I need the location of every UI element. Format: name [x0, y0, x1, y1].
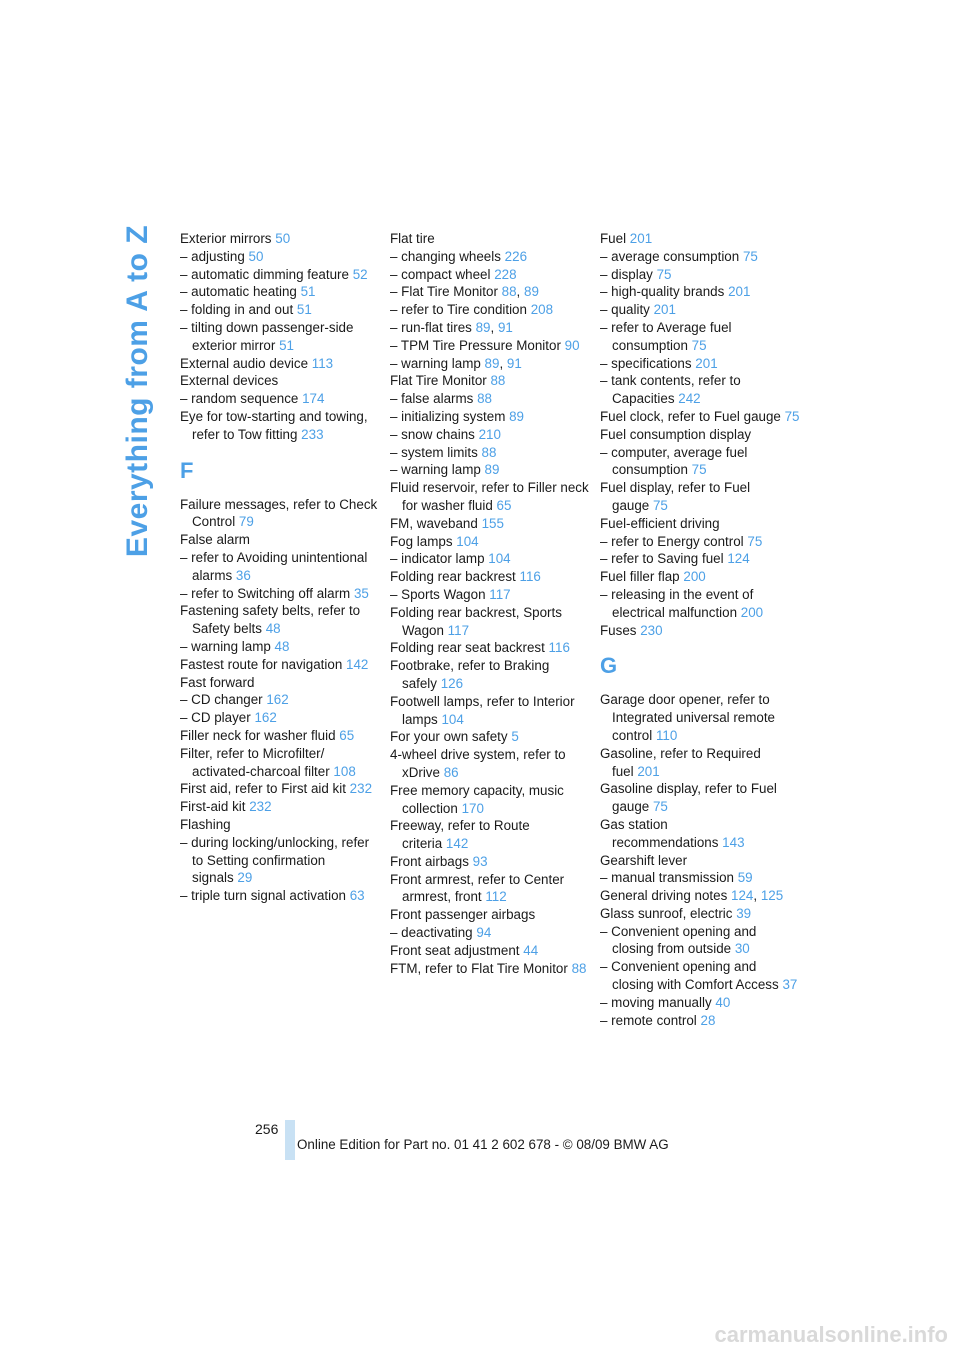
index-entry: – warning lamp 89, 91 [390, 355, 522, 371]
index-entry-text: – warning lamp [180, 638, 271, 654]
index-entry-text: Flat Tire Monitor [390, 373, 487, 389]
index-entry [390, 568, 590, 586]
index-letter-heading: F [180, 457, 194, 483]
index-entry [600, 816, 800, 852]
index-entry [390, 942, 590, 960]
page-reference-link[interactable]: 88 [490, 373, 506, 389]
page-reference-link[interactable]: 88 [477, 391, 492, 407]
page-reference-link[interactable]: 162 [266, 692, 289, 708]
index-entry [180, 887, 380, 905]
page-reference-link[interactable]: 104 [488, 551, 511, 567]
page-reference-link[interactable]: 75 [747, 533, 763, 549]
page-reference-link[interactable]: 89 [509, 408, 524, 424]
index-column-2 [390, 230, 590, 977]
footer-edition-note: Online Edition for Part no. 01 41 2 602 678 - © 08/09 BMW AG [297, 1137, 669, 1152]
index-entry [180, 602, 380, 638]
page-reference-link[interactable]: 201 [637, 763, 660, 779]
index-entry [390, 408, 590, 426]
index-entry-text: – indicator lamp [390, 551, 485, 567]
index-entry-text: – average consumption [600, 248, 740, 264]
index-entry [390, 230, 590, 248]
page-reference-link[interactable]: 51 [296, 302, 312, 318]
page-reference-link[interactable]: 116 [548, 640, 570, 656]
page-reference-link[interactable]: 200 [740, 604, 764, 620]
page-reference-link[interactable]: 89 [475, 319, 491, 335]
index-entry-text: – deactivating [390, 925, 473, 941]
index-entry [180, 638, 380, 656]
index-entry-text: Folding rear backrest [390, 569, 516, 585]
index-entry-text: Fluid reservoir, refer to Filler neck for washer fluid [390, 480, 589, 513]
page-reference-link[interactable]: 208 [530, 302, 554, 318]
index-entry-text: Filler neck for washer fluid [180, 727, 336, 743]
page-reference-link[interactable]: 124 [731, 888, 754, 904]
index-entry [600, 923, 800, 959]
index-entry-text: Fastening safety belts, refer to Safety belts [180, 603, 361, 637]
index-entry [600, 533, 800, 551]
index-entry-text: Glass sunroof, electric [600, 905, 733, 921]
page-reference-link[interactable]: 75 [691, 337, 707, 353]
index-entry [600, 426, 800, 444]
index-entry-text: Free memory capacity, music collection [390, 782, 564, 816]
index-entry [600, 622, 800, 640]
page-number: 256 [255, 1121, 279, 1137]
index-entry-text: Gearshift lever [600, 852, 688, 868]
index-entry-text: 4-wheel drive system, refer to xDrive [390, 747, 566, 780]
index-entry [600, 958, 800, 994]
index-entry [180, 745, 380, 781]
page-reference-link[interactable]: 30 [734, 941, 750, 957]
index-entry-text: Gasoline, refer to Required fuel [600, 745, 761, 779]
index-entry [600, 550, 800, 568]
index-entry [390, 248, 590, 266]
index-entry-text: – run-flat tires [390, 319, 472, 335]
index-entry [390, 853, 590, 871]
index-entry-text: Fuses [600, 622, 637, 638]
page-reference-link[interactable]: 110 [655, 727, 678, 743]
index-entry [180, 709, 380, 727]
page-reference-link[interactable]: 242 [678, 391, 701, 407]
index-entry-text: Flat tire [390, 231, 435, 246]
page-reference-link[interactable]: 162 [254, 710, 277, 726]
page-reference-link[interactable]: 89 [484, 462, 500, 478]
index-entry [390, 960, 590, 978]
index-entry [390, 639, 590, 657]
index-entry-text: Folding rear backrest, Sports Wagon [390, 604, 562, 638]
index-entry [390, 746, 590, 782]
page-reference-link[interactable]: 91 [506, 355, 522, 371]
index-entry-text: Fast forward [180, 674, 255, 690]
page-reference-link[interactable]: 116 [519, 569, 541, 585]
page-reference-link[interactable]: 104 [441, 711, 464, 727]
page-reference-link[interactable]: 142 [445, 836, 469, 852]
index-entry-text: Filter, refer to Microfilter/ activated-charcoal filter [180, 745, 330, 779]
index-entry-text: – CD player [180, 710, 251, 726]
page-reference-link[interactable]: 40 [715, 994, 731, 1010]
index-entry-text: – releasing in the event of electrical malfunction [600, 586, 754, 620]
page-reference-link[interactable]: 126 [440, 675, 464, 691]
page-reference-link[interactable]: 48 [274, 638, 290, 654]
page-reference-link[interactable]: 200 [683, 569, 706, 585]
index-entry-text: – remote control [600, 1012, 697, 1028]
page-reference-link[interactable]: 90 [564, 337, 580, 353]
page-reference-link[interactable]: 124 [727, 551, 750, 567]
page-reference-link[interactable]: 233 [301, 426, 324, 442]
page-reference-link[interactable]: 113 [311, 355, 334, 371]
index-entry-text: FM, waveband [390, 515, 478, 531]
index-entry-text: – moving manually [600, 994, 712, 1010]
index-entry [600, 230, 800, 248]
index-entry [390, 515, 590, 533]
index-entry [180, 585, 380, 603]
index-entry [600, 568, 800, 586]
index-entry-text: Fuel filler flap [600, 569, 680, 585]
index-entry-text: Front passenger airbags [390, 907, 536, 923]
page-reference-link[interactable]: 59 [737, 870, 753, 886]
index-entry [390, 693, 590, 729]
index-entry-text: Front airbags [390, 853, 469, 869]
index-entry: – run-flat tires 89, 91 [390, 319, 513, 335]
page-reference-link[interactable]: 39 [736, 905, 752, 921]
index-entry [600, 355, 800, 373]
page-reference-link[interactable]: 232 [349, 781, 373, 797]
index-entry [180, 674, 380, 692]
index-entry [180, 248, 380, 266]
index-entry-text: – automatic heating [180, 284, 297, 300]
page-reference-link[interactable]: 86 [443, 764, 459, 780]
index-entry [180, 266, 380, 284]
index-entry [180, 301, 380, 319]
index-letter-heading: G [600, 653, 618, 679]
index-entry-text: – display [600, 266, 653, 282]
index-entry [180, 319, 380, 355]
index-entry [180, 780, 380, 798]
index-entry [600, 994, 800, 1012]
page-reference-link[interactable]: 37 [782, 977, 798, 993]
index-entry [600, 1012, 800, 1030]
index-entry [600, 905, 800, 923]
watermark: carmanualsonline.info [714, 1322, 948, 1347]
page-reference-link[interactable]: 35 [353, 585, 369, 601]
page-reference-link[interactable]: 201 [653, 302, 676, 318]
index-entry-text: – compact wheel [390, 266, 491, 282]
page-reference-link[interactable]: 75 [652, 497, 668, 513]
page-reference-link[interactable]: 125 [760, 888, 784, 904]
page-reference-link[interactable]: 230 [640, 622, 663, 638]
index-entry-text: False alarm [180, 532, 250, 548]
index-entry [600, 780, 800, 816]
index-entry-text: – refer to Switching off alarm [180, 585, 351, 601]
index-entry-text: – Convenient opening and closing from outside [600, 923, 757, 957]
index-entry [600, 515, 800, 533]
index-entry-text: – refer to Saving fuel [600, 551, 724, 567]
page-reference-link[interactable]: 170 [461, 800, 484, 816]
index-entry [180, 283, 380, 301]
page-reference-link[interactable]: 104 [456, 533, 479, 549]
index-entry [180, 549, 380, 585]
index-entry-text: – folding in and out [180, 302, 294, 318]
page-reference-link[interactable]: 88 [571, 960, 587, 976]
page-reference-link[interactable]: 28 [700, 1012, 716, 1028]
index-entry [390, 479, 590, 515]
page-reference-link[interactable]: 65 [339, 727, 355, 743]
index-entry-text: Fuel display, refer to Fuel gauge [600, 480, 751, 513]
index-entry [180, 531, 380, 549]
index-entry-text: – system limits [390, 444, 478, 460]
index-entry [180, 408, 380, 444]
index-entry [180, 816, 380, 834]
index-entry-text: External devices [180, 373, 279, 389]
index-entry [180, 355, 380, 373]
index-entry-text: – automatic dimming feature [180, 266, 349, 282]
index-entry-text: – changing wheels [390, 248, 501, 264]
index-entry-text: – warning lamp [390, 462, 481, 478]
index-column-3 [600, 230, 800, 1029]
footer-accent-bar [285, 1120, 295, 1160]
index-entry [390, 906, 590, 924]
index-entry-text: – manual transmission [600, 870, 734, 886]
index-entry-text: Failure messages, refer to Check Control [180, 496, 378, 530]
page-reference-link[interactable]: 201 [728, 284, 751, 300]
index-entry [390, 461, 590, 479]
index-entry-text: Exterior mirrors [180, 231, 272, 246]
page-reference-link[interactable]: 117 [447, 622, 470, 638]
index-entry-text: – quality [600, 302, 650, 318]
index-entry-text: Front seat adjustment [390, 942, 520, 958]
index-entry-text: – Convenient opening and closing with Comfort Access [600, 959, 779, 993]
index-entry-text: Fastest route for navigation [180, 656, 343, 672]
page-reference-link[interactable]: 201 [629, 231, 653, 246]
index-entry [390, 266, 590, 284]
index-entry-text: First aid, refer to First aid kit [180, 781, 346, 797]
index-entry [390, 426, 590, 444]
page-reference-link[interactable]: 174 [302, 391, 325, 407]
page-reference-link[interactable]: 75 [656, 266, 672, 282]
index-entry-text: – refer to Average fuel consumption [600, 319, 732, 353]
page-reference-link[interactable]: 94 [476, 925, 492, 941]
side-section-title [118, 226, 158, 556]
index-entry [180, 727, 380, 745]
page-reference-link[interactable]: 88 [501, 284, 517, 300]
index-entry-text: Gasoline display, refer to Fuel gauge [600, 781, 777, 815]
index-entry-text: General driving notes [600, 888, 728, 904]
page-reference-link[interactable]: 65 [496, 497, 512, 513]
index-entry-text: – refer to Energy control [600, 533, 744, 549]
page-reference-link[interactable]: 75 [652, 799, 668, 815]
index-entry [600, 691, 800, 744]
page-reference-link[interactable]: 5 [511, 729, 519, 745]
index-entry-text: Front armrest, refer to Center armrest, front [390, 871, 565, 905]
index-entry-text: – warning lamp [390, 355, 481, 371]
page-reference-link[interactable]: 36 [235, 567, 251, 583]
index-entry [390, 550, 590, 568]
index-entry [390, 586, 590, 604]
index-entry-text: Folding rear seat backrest [390, 640, 545, 656]
index-entry [180, 798, 380, 816]
side-title-text: Everything from A to Z [121, 224, 154, 558]
page-reference-link[interactable]: 108 [333, 763, 356, 779]
index-entry-text: – adjusting [180, 248, 245, 264]
page-reference-link[interactable]: 155 [481, 515, 504, 531]
index-entry-text: External audio device [180, 355, 309, 371]
index-entry [180, 230, 380, 248]
index-entry [600, 586, 800, 622]
index-entry [390, 337, 590, 355]
index-entry [600, 248, 800, 266]
index-entry-text: – snow chains [390, 426, 475, 442]
page-reference-link[interactable]: 117 [489, 586, 511, 602]
index-entry-text: Eye for tow-starting and towing, refer to Tow fitting [180, 408, 368, 442]
page-reference-link[interactable]: 79 [238, 514, 254, 530]
index-entry-text: – TPM Tire Pressure Monitor [390, 337, 561, 353]
index-entry [600, 319, 800, 355]
index-entry [390, 657, 590, 693]
index-entry-text: – refer to Tire condition [390, 302, 527, 318]
index-entry-text: – Flat Tire Monitor [390, 284, 498, 300]
index-entry [180, 656, 380, 674]
page-reference-link[interactable]: 50 [248, 248, 264, 264]
page-reference-link[interactable]: 142 [346, 656, 369, 672]
index-entry-text: – computer, average fuel consumption [600, 444, 748, 478]
index-column-1 [180, 230, 380, 905]
page-reference-link[interactable]: 232 [249, 799, 272, 815]
page-reference-link[interactable]: 228 [494, 266, 517, 282]
page-reference-link[interactable]: 112 [485, 889, 507, 905]
page-reference-link[interactable]: 143 [722, 834, 745, 850]
page-reference-link[interactable]: 226 [504, 248, 528, 264]
index-entry [180, 390, 380, 408]
page-reference-link[interactable]: 89 [484, 355, 500, 371]
index-entry [390, 817, 590, 853]
index-entry-text: Fog lamps [390, 533, 453, 549]
page-reference-link[interactable]: 91 [497, 319, 513, 335]
index-entry-text: – tank contents, refer to Capacities [600, 373, 741, 407]
page-reference-link[interactable]: 51 [279, 337, 294, 353]
page-reference-link[interactable]: 210 [478, 426, 501, 442]
index-entry-text: – Sports Wagon [390, 586, 486, 602]
index-entry [600, 372, 800, 408]
index-entry [390, 533, 590, 551]
index-entry [180, 834, 380, 887]
page-reference-link[interactable]: 63 [349, 888, 365, 904]
index-entry [600, 745, 800, 781]
index-entry [390, 372, 590, 390]
index-entry-text: Gas station recommendations [600, 816, 719, 850]
index-entry-text: Footwell lamps, refer to Interior lamps [390, 693, 575, 727]
page-reference-link[interactable]: 51 [300, 284, 316, 300]
page-reference-link[interactable]: 93 [472, 853, 488, 869]
index-entry [390, 728, 590, 746]
page-reference-link[interactable]: 50 [275, 231, 291, 246]
index-entry-text: Fuel-efficient driving [600, 515, 720, 531]
index-entry [600, 301, 800, 319]
index-entry [390, 924, 590, 942]
index-entry [390, 390, 590, 408]
index-entry [600, 283, 800, 301]
index-entry-text: – false alarms [390, 391, 474, 407]
index-entry-text: Fuel [600, 231, 627, 246]
index-entry [600, 266, 800, 284]
page-reference-link[interactable]: 75 [742, 248, 758, 264]
index-entry-text: Flashing [180, 816, 231, 832]
index-entry [390, 782, 590, 818]
index-entry-text: – initializing system [390, 408, 506, 424]
index-entry-text: Garage door opener, refer to Integrated universal remote control [600, 692, 776, 743]
index-entry [390, 444, 590, 462]
index-entry-text: For your own safety [390, 729, 508, 745]
index-entry-text: Fuel consumption display [600, 426, 752, 442]
page-reference-link[interactable]: 29 [237, 870, 253, 886]
index-entry-text: – high-quality brands [600, 284, 725, 300]
index-entry [390, 604, 590, 640]
index-entry [600, 479, 800, 515]
index-entry-text: – CD changer [180, 692, 263, 708]
index-entry: – Flat Tire Monitor 88, 89 [390, 284, 539, 300]
page-reference-link[interactable]: 89 [524, 284, 539, 300]
page-reference-link[interactable]: 52 [352, 266, 368, 282]
index-entry [600, 444, 800, 480]
index-entry [390, 301, 590, 319]
index-entry-text: – refer to Avoiding unintentional alarms [180, 549, 368, 583]
index-entry-text: – tilting down passenger-side exterior mirror [180, 319, 354, 353]
index-entry [390, 871, 590, 907]
page-reference-link[interactable]: 75 [784, 408, 800, 424]
index-entry-text: – during locking/unlocking, refer to Setting confirmation signals [180, 834, 370, 886]
index-entry [600, 852, 800, 870]
index-entry-text: – random sequence [180, 391, 299, 407]
index-entry-text: Fuel clock, refer to Fuel gauge [600, 408, 781, 424]
page-reference-link[interactable]: 44 [523, 942, 539, 958]
index-entry-text: Footbrake, refer to Braking safely [390, 658, 550, 691]
index-entry [180, 691, 380, 709]
page-reference-link[interactable]: 201 [695, 355, 718, 371]
index-entry [180, 496, 380, 532]
index-entry: General driving notes 124, 125 [600, 888, 784, 904]
index-entry-text: FTM, refer to Flat Tire Monitor [390, 960, 568, 976]
page-reference-link[interactable]: 75 [691, 462, 707, 478]
index-entry-text: – triple turn signal activation [180, 888, 346, 904]
page-reference-link[interactable]: 88 [481, 444, 497, 460]
page-reference-link[interactable]: 48 [265, 621, 281, 637]
index-entry [180, 372, 380, 390]
index-entry-text: First-aid kit [180, 799, 246, 815]
index-entry [600, 408, 800, 426]
index-entry-text: – specifications [600, 355, 692, 371]
index-entry-text: Freeway, refer to Route criteria [390, 818, 530, 852]
index-entry [600, 869, 800, 887]
